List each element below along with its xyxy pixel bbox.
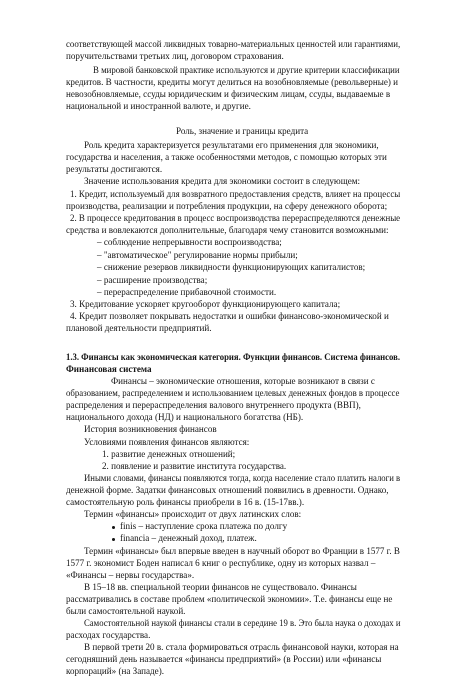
list-item: – снижение резервов ликвидности функционирующих капиталистов; (97, 262, 366, 272)
text-line: невозобновляемые, ссуды юридическим и физическим лицам, ссуды, выдаваемые в (66, 89, 391, 99)
chapter-heading: 1.3. Финансы как экономическая категория. Функции финансов. Система финансов. (66, 352, 400, 362)
text-line: национального дохода (НД) и национального богатства (НБ). (66, 412, 304, 422)
text-line: Самостоятельной наукой финансы стали в середине 19 в. Это была наука о доходах и (84, 618, 401, 628)
text-line: рассматривались в составе проблем «политической экономии». Т.е. финансы еще не (66, 594, 393, 604)
list-item: – соблюдение непрерывности воспроизводства; (97, 237, 282, 247)
text-line: распределения и перераспределения валового внутреннего продукта (ВВП), (66, 400, 361, 410)
section-heading: Роль, значение и границы кредита (176, 126, 309, 136)
text-line: результаты достигаются. (66, 164, 163, 174)
text-line: Термин «финансы» происходит от двух латинских слов: (84, 509, 302, 519)
list-item: – "автоматическое" регулирование нормы прибыли; (97, 250, 298, 260)
text-line: «Финансы – нервы государства». (66, 570, 195, 580)
text-line: плановой деятельности предприятий. (66, 323, 212, 333)
text-line: были самостоятельной наукой. (66, 606, 186, 616)
text-line: расходах государства. (66, 630, 151, 640)
list-item: 3. Кредитование ускоряет кругооборот функционирующего капитала; (70, 299, 341, 309)
text-line: корпораций» (на Западе). (66, 666, 165, 676)
text-line: средства и вовлекаются дополнительные, благодаря чему становится возможными: (66, 225, 389, 235)
list-item: financia – денежный доход, платеж. (120, 533, 257, 543)
text-line: национальной и иностранной валюте, и другие. (66, 101, 251, 111)
list-item: – перераспределение прибавочной стоимости. (97, 287, 277, 297)
text-line: денежной форме. Задатки финансовых отношений появились в древности. Однако, (66, 485, 389, 495)
bullet-icon (112, 538, 115, 541)
text-line: кредитов. В частности, кредиты могут делиться на возобновляемые (револьверные) и (66, 77, 399, 87)
list-item: 4. Кредит позволяет покрывать недостатки и ошибки финансово-экономической и (70, 311, 389, 321)
text-line: государства и населения, а также особенностями методов, с помощью которых эти (66, 152, 387, 162)
list-item: 1. Кредит, используемый для возвратного предоставления средств, влияет на процессы (70, 189, 401, 199)
text-line: Финансы – экономические отношения, которые возникают в связи с (111, 376, 375, 386)
text-line: самостоятельную роль финансы приобрели в 16 в. (15-17вв.). (66, 497, 305, 507)
text-line: Условиями появления финансов являются: (84, 437, 250, 447)
bullet-icon (112, 526, 115, 529)
text-line: Иными словами, финансы появляются тогда, когда население стало платить налоги в (84, 473, 401, 483)
list-item: – расширение производства; (97, 275, 208, 285)
text-line: образованием, распределением и использованием целевых денежных фондов в процессе (66, 388, 400, 398)
text-line: В первой трети 20 в. стала формироваться отрасль финансовой науки, которая на (84, 642, 399, 652)
list-item: 1. развитие денежных отношений; (102, 449, 236, 459)
list-item: finis – наступление срока платежа по долгу (120, 521, 288, 531)
text-line: Значение использования кредита для экономики состоит в следующем: (84, 176, 361, 186)
text-line: производства, реализации и потребления продукции, на сферу денежного оборота; (66, 201, 388, 211)
text-line: соответствующей массой ликвидных товарно-материальных ценностей или гарантиями, (66, 39, 401, 49)
text-line: Роль кредита характеризуется результатами его применения для экономики, (84, 140, 379, 150)
list-item: 2. В процессе кредитования в процесс воспроизводства перераспределяются денежные (70, 213, 401, 223)
list-item: 2. появление и развитие института государства. (102, 461, 287, 471)
text-line: История возникновения финансов (84, 424, 217, 434)
text-line: сегодняшний день называется «финансы предприятий» (в России) или «финансы (66, 654, 382, 664)
text-line: В 15–18 вв. специальной теории финансов не существовало. Финансы (84, 582, 357, 592)
text-line: Термин «финансы» был впервые введен в научный оборот во Франции в 1577 г. В (84, 546, 400, 556)
text-line: В мировой банковской практике используются и другие критерии классификации (93, 65, 400, 75)
text-line: поручительствами третьих лиц, договором страхования. (66, 51, 284, 61)
text-line: 1577 г. экономист Боден написал 6 книг о республике, одну из которых назвал – (66, 558, 376, 568)
chapter-heading: Финансовая система (66, 364, 152, 374)
